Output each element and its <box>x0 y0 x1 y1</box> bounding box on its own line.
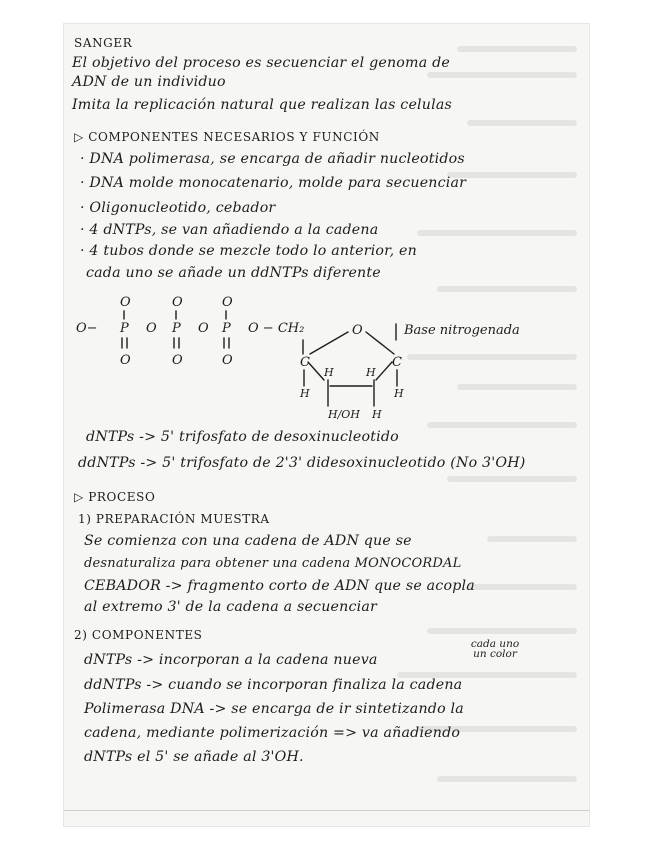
definition-ddntps: ddNTPs -> 5' trifosfato de 2'3' didesoxinucleotido (No 3'OH) <box>78 455 526 471</box>
definition-dntps: dNTPs -> 5' trifosfato de desoxinucleotido <box>86 429 399 445</box>
intro-line-2: ADN de un individuo <box>72 74 226 90</box>
phosphate-oxygen-bottom-3: O <box>222 353 233 368</box>
bridge-oxygen-1: O <box>146 321 157 336</box>
prep-line-1: Se comienza con una cadena de ADN que se <box>84 533 412 549</box>
prep-line-3: CEBADOR -> fragmento corto de ADN que se acopla <box>84 578 475 594</box>
phosphorus-3: P <box>222 321 231 336</box>
ring-carbon-left: C <box>300 355 310 370</box>
component-item-2: · DNA molde monocatenario, molde para secuenciar <box>80 175 467 191</box>
phosphorus-1: P <box>120 321 129 336</box>
h-left-bottom: H <box>300 387 310 400</box>
ch2-group: O − CH₂ <box>248 321 305 336</box>
bridge-oxygen-2: O <box>198 321 209 336</box>
component-item-4: · 4 dNTPs, se van añadiendo a la cadena <box>80 222 379 238</box>
h-right-bottom: H <box>394 387 404 400</box>
chain-prefix: O− <box>76 321 98 336</box>
doc-title: SANGER <box>74 36 133 50</box>
ring-h-right: H <box>366 366 376 379</box>
page-bottom-edge <box>64 810 589 811</box>
nucleotide-structure-diagram <box>76 294 576 424</box>
comp2-line-2: ddNTPs -> cuando se incorporan finaliza la cadena <box>84 677 463 693</box>
comp2-line-4: cadena, mediante polimerización => va añadiendo <box>84 725 461 741</box>
phosphate-oxygen-bottom-1: O <box>120 353 131 368</box>
phosphorus-2: P <box>172 321 181 336</box>
component-item-1: · DNA polimerasa, se encarga de añadir nucleotidos <box>80 151 465 167</box>
ring-carbon-right: C <box>392 355 402 370</box>
phosphate-oxygen-top-3: O <box>222 295 233 310</box>
h-bottom-right: H <box>372 408 382 421</box>
phosphate-oxygen-bottom-2: O <box>172 353 183 368</box>
notebook-page <box>64 24 589 826</box>
prep-line-2: desnaturaliza para obtener una cadena MONOCORDAL <box>84 556 462 571</box>
components-heading: ▷ COMPONENTES NECESARIOS Y FUNCIÓN <box>74 130 380 144</box>
h-oh-label: H/OH <box>328 408 360 421</box>
intro-line-3: Imita la replicación natural que realizan las celulas <box>72 97 453 113</box>
color-note <box>460 639 530 659</box>
components-2-heading: 2) COMPONENTES <box>74 628 203 642</box>
prep-line-4: al extremo 3' de la cadena a secuenciar <box>84 599 377 615</box>
process-heading: ▷ PROCESO <box>74 490 156 504</box>
ring-h-left: H <box>324 366 334 379</box>
component-item-5: · 4 tubos donde se mezcle todo lo anterior, en <box>80 243 417 259</box>
component-item-6: cada uno se añade un ddNTPs diferente <box>86 265 381 281</box>
comp2-line-5: dNTPs el 5' se añade al 3'OH. <box>84 749 304 765</box>
phosphate-oxygen-top-2: O <box>172 295 183 310</box>
ring-oxygen: O <box>352 323 363 338</box>
comp2-line-3: Polimerasa DNA -> se encarga de ir sintetizando la <box>84 701 464 717</box>
phosphate-oxygen-top-1: O <box>120 295 131 310</box>
component-item-3: · Oligonucleotido, cebador <box>80 200 276 216</box>
preparation-heading: 1) PREPARACIÓN MUESTRA <box>78 512 270 526</box>
color-note-line-1: cada uno <box>470 638 520 650</box>
color-note-line-2: un color <box>473 648 517 660</box>
intro-line-1: El objetivo del proceso es secuenciar el genoma de <box>72 55 450 71</box>
base-label: Base nitrogenada <box>404 323 520 338</box>
comp2-line-1: dNTPs -> incorporan a la cadena nueva <box>84 652 378 668</box>
